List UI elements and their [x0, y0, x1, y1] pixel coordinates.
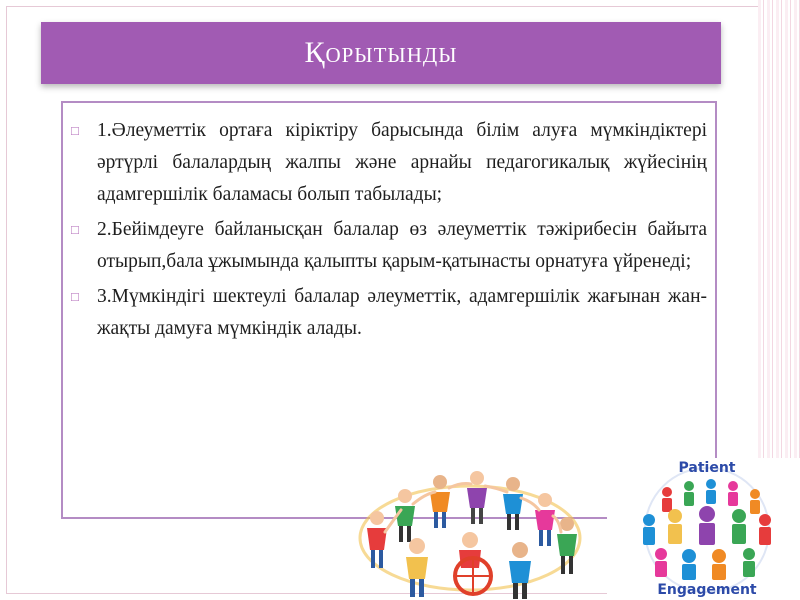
- kid-figure: [467, 471, 487, 524]
- bullet-text: 1.Әлеуметтік ортаға кіріктіру барысында білім алуға мүмкіндіктері әртүрлі балалардың жалпы және арнайы педагогикалық жүйесінің адамгершілік баламасы болып табылады;: [97, 120, 707, 205]
- bullet-item: [71, 281, 707, 345]
- bullet-text: 2.Бейімдеуге байланысқан балалар өз әлеуметтік тәжірибесін байыта отырып,бала ұжымында қалыпты қарым-қатынасты орнатуға үйренеді;: [97, 219, 707, 272]
- kid-figure: [509, 542, 531, 599]
- children-circle-illustration: [345, 458, 595, 600]
- bullet-item: [71, 214, 707, 278]
- wheelchair-icon: [455, 532, 491, 594]
- hollow-square-bullet-icon: □: [71, 289, 79, 304]
- kid-figure: [535, 493, 555, 546]
- title-bar: [41, 22, 721, 84]
- kid-figure: [430, 475, 450, 528]
- patient-engagement-logo: [607, 458, 800, 600]
- logo-top-word: Patient: [678, 460, 736, 476]
- slide-title: Қорытынды: [304, 36, 458, 69]
- kid-figure: [406, 538, 428, 597]
- content-box: [61, 101, 717, 519]
- kid-figure: [503, 477, 523, 530]
- bullet-text: 3.Мүмкіндігі шектеулі балалар әлеуметтік, адамгершілік жағынан жан-жақты дамуға мүмкіндік алады.: [97, 286, 707, 339]
- hollow-square-bullet-icon: □: [71, 222, 79, 237]
- people-icon: [643, 479, 771, 580]
- bullet-item: [71, 115, 707, 211]
- logo-bottom-word: Engagement: [657, 582, 757, 598]
- bullet-list: [71, 115, 707, 348]
- hollow-square-bullet-icon: □: [71, 123, 79, 138]
